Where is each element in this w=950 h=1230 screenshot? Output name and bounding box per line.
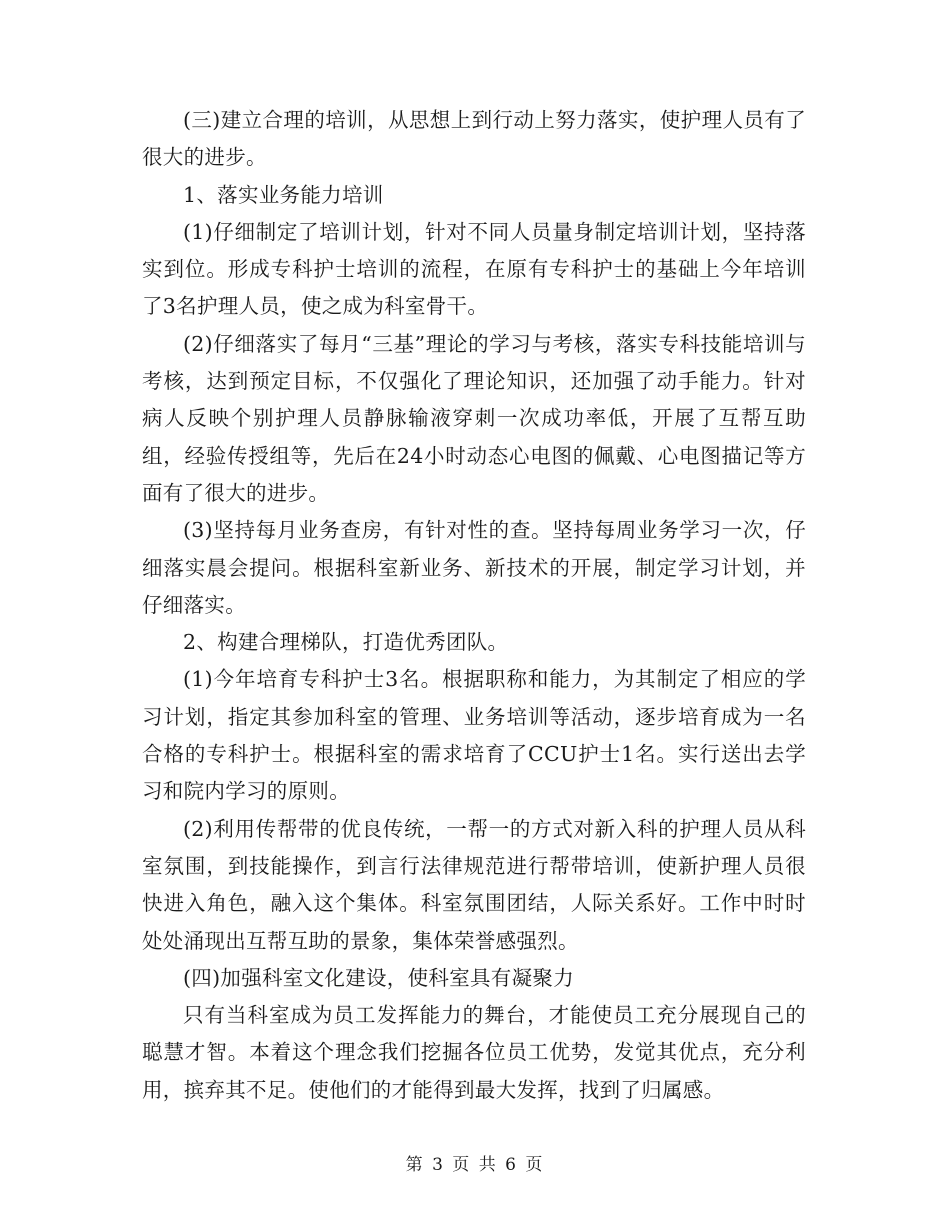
paragraph-item-1-2: (2)仔细落实了每月“三基”理论的学习与考核，落实专科技能培训与考核，达到预定目标，不仅强化了理论知识，还加强了动手能力。针对病人反映个别护理人员静脉输液穿刺一次成功率低，开展了互帮互助组，经验传授组等，先后在24小时动态心电图的佩戴、心电图描记等方面有了很大的进步。 [142,331,806,505]
paragraph-item-1-3: (3)坚持每月业务查房，有针对性的查。坚持每周业务学习一次，仔细落实晨会提问。根据科室新业务、新技术的开展，制定学习计划，并仔细落实。 [142,518,806,617]
paragraph-item-2-1: (1)今年培育专科护士3名。根据职称和能力，为其制定了相应的学习计划，指定其参加科室的管理、业务培训等活动，逐步培育成为一名合格的专科护士。根据科室的需求培育了CCU护士1名。实行送出去学习和院内学习的原则。 [142,667,806,804]
paragraph-subheading-1: 1、落实业务能力培训 [183,182,384,207]
document-body [142,102,806,1109]
paragraph-section-4-body: 只有当科室成为员工发挥能力的舞台，才能使员工充分展现自己的聪慧才智。本着这个理念我们挖掘各位员工优势，发觉其优点，充分利用，摈弃其不足。使他们的才能得到最大发挥，找到了归属感。 [142,1003,806,1102]
paragraph-section-3-heading: (三)建立合理的培训，从思想上到行动上努力落实，使护理人员有了很大的进步。 [142,108,806,170]
paragraph-section-4-heading: (四)加强科室文化建设，使科室具有凝聚力 [183,965,574,990]
paragraph-item-2-2: (2)利用传帮带的优良传统，一帮一的方式对新入科的护理人员从科室氛围，到技能操作，到言行法律规范进行帮带培训，使新护理人员很快进入角色，融入这个集体。科室氛围团结，人际关系好。工作中时时处处涌现出互帮互助的景象，集体荣誉感强烈。 [142,816,806,953]
paragraph-subheading-2: 2、构建合理梯队，打造优秀团队。 [183,630,509,655]
page-number-footer: 第 3 页 共 6 页 [405,1155,545,1175]
paragraph-item-1-1: (1)仔细制定了培训计划，针对不同人员量身制定培训计划，坚持落实到位。形成专科护士培训的流程，在原有专科护士的基础上今年培训了3名护理人员，使之成为科室骨干。 [142,219,806,319]
